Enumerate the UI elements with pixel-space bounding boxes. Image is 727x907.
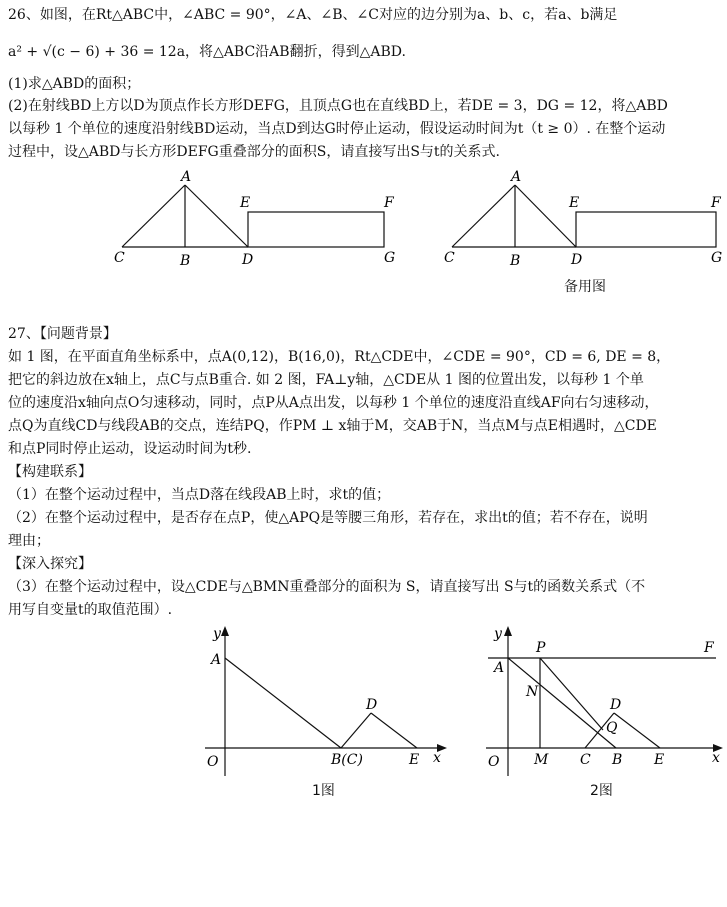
q26-label-D: D xyxy=(242,252,254,268)
q26-backup-label-G: G xyxy=(711,250,723,266)
q27-line-9: （2）在整个运动过程中，是否存在点P，使△APQ是等腰三角形，若存在，求出t的值；若不存在，说明 xyxy=(8,510,648,526)
q27-figure-2 xyxy=(480,620,727,780)
q26-label-G: G xyxy=(384,250,396,266)
q26-line-3: (1)求△ABD的面积； xyxy=(8,76,141,92)
q27-fig2-label-A: A xyxy=(494,660,505,676)
q26-line-4: (2)在射线BD上方以D为顶点作长方形DEFG，且顶点G也在直线BD上，若DE = 3，DG = 12，将△ABD xyxy=(8,98,668,114)
q26-figure xyxy=(100,165,410,270)
q27-line-12: （3）在整个运动过程中，设△CDE与△BMN重叠部分的面积为 S，请直接写出 S与t的函数关系式（不 xyxy=(8,579,646,595)
q27-line-6: 和点P同时停止运动，设运动时间为t秒. xyxy=(8,441,252,457)
q26-line-6: 过程中，设△ABD与长方形DEFG重叠部分的面积S，请直接写出S与t的关系式. xyxy=(8,144,500,160)
q26-backup-label-B: B xyxy=(510,253,521,269)
q27-fig2-label-O: O xyxy=(488,754,500,770)
q27-fig2-label-N: N xyxy=(526,684,539,700)
q27-fig2-label-E: E xyxy=(654,752,665,768)
q27-fig2-label-F: F xyxy=(704,640,714,656)
q27-fig1-label-D: D xyxy=(366,697,378,713)
q27-fig2-label-Q: Q xyxy=(606,720,618,736)
q27-fig2-label-D: D xyxy=(610,697,622,713)
q27-line-7: 【构建联系】 xyxy=(8,464,92,480)
q26-label-E: E xyxy=(240,195,251,211)
q27-line-3: 把它的斜边放在x轴上，点C与点B重合. 如 2 图，FA⊥y轴，△CDE从 1 图的位置出发，以每秒 1 个单 xyxy=(8,372,644,388)
q26-backup-label-E: E xyxy=(569,195,580,211)
q26-label-A: A xyxy=(181,169,192,185)
q27-fig1-label-A: A xyxy=(211,652,222,668)
q27-line-1: 27、【问题背景】 xyxy=(8,326,117,342)
q27-fig1-label-BC: B(C) xyxy=(331,752,363,768)
q27-line-2: 如 1 图，在平面直角坐标系中，点A(0,12)，B(16,0)，Rt△CDE中，∠CDE = 90°，CD = 6, DE = 8， xyxy=(8,349,671,365)
q26-backup-label-F: F xyxy=(711,195,721,211)
q27-line-4: 位的速度沿x轴向点O匀速移动，同时，点P从A点出发，以每秒 1 个单位的速度沿直线AF向右匀速移动， xyxy=(8,395,659,411)
q27-fig2-label-C: C xyxy=(580,752,591,768)
q26-backup-label-C: C xyxy=(444,250,455,266)
q27-fig2-y-axis-label: y xyxy=(494,626,502,642)
q26-backup-label-A: A xyxy=(511,169,522,185)
q27-line-13: 用写自变量t的取值范围）. xyxy=(8,602,173,618)
q26-label-C: C xyxy=(114,250,125,266)
q27-fig1-caption: 1图 xyxy=(312,783,335,799)
q27-line-10: 理由； xyxy=(8,533,50,549)
q26-line-2: a² + √(c − 6) + 36 = 12a，将△ABC沿AB翻折，得到△ABD. xyxy=(8,44,406,60)
q27-fig2-label-M: M xyxy=(534,752,549,768)
q26-label-B: B xyxy=(180,253,191,269)
q27-fig1-y-axis-label: y xyxy=(213,626,221,642)
q27-fig1-label-E: E xyxy=(409,752,420,768)
q27-fig2-x-axis-label: x xyxy=(712,750,720,766)
q26-line-5: 以每秒 1 个单位的速度沿射线BD运动，当点D到达G时停止运动，假设运动时间为t（t ≥ 0）. 在整个运动 xyxy=(8,121,666,137)
q26-backup-label-D: D xyxy=(571,252,583,268)
q26-label-F: F xyxy=(384,195,394,211)
q27-figure-1 xyxy=(195,620,455,780)
q27-fig1-x-axis-label: x xyxy=(433,750,441,766)
q27-line-8: （1）在整个运动过程中，当点D落在线段AB上时，求t的值； xyxy=(8,487,391,503)
q27-line-5: 点Q为直线CD与线段AB的交点，连结PQ，作PM ⊥ x轴于M，交AB于N，当点M与点E相遇时，△CDE xyxy=(8,418,657,434)
q26-backup-caption: 备用图 xyxy=(564,279,606,295)
q27-fig2-label-P: P xyxy=(536,640,546,656)
q27-fig2-caption: 2图 xyxy=(590,783,613,799)
q27-fig1-label-O: O xyxy=(207,754,219,770)
q26-backup-figure xyxy=(430,165,727,270)
q27-fig2-label-B: B xyxy=(612,752,623,768)
q26-line-1: 26、如图，在Rt△ABC中，∠ABC = 90°，∠A、∠B、∠C对应的边分别为a、b、c，若a、b满足 xyxy=(8,7,618,23)
q27-line-11: 【深入探究】 xyxy=(8,556,92,572)
